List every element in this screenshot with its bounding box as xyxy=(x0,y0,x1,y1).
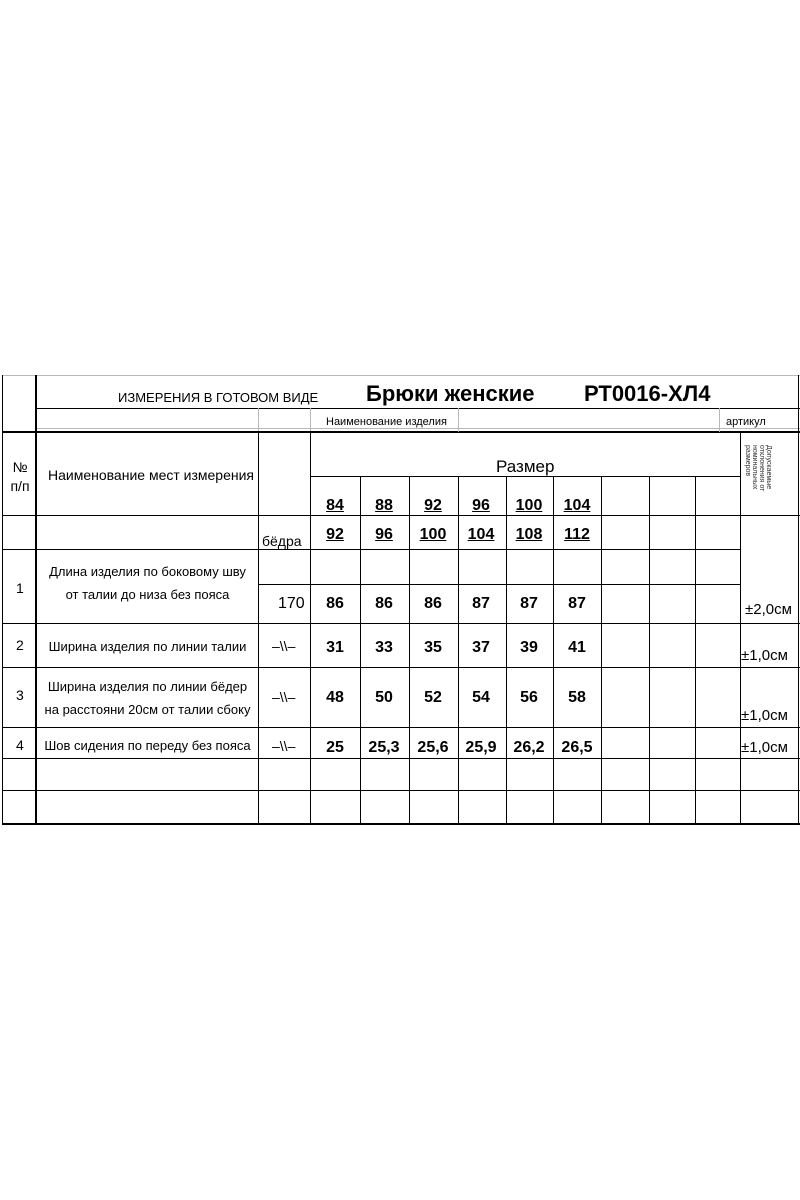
product-name-caption: Наименование изделия xyxy=(326,416,447,428)
number-header xyxy=(6,460,34,493)
measurement-value: 35 xyxy=(424,639,442,656)
grid-line xyxy=(2,623,800,624)
measurement-value: 48 xyxy=(326,689,344,706)
measurements-title: ИЗМЕРЕНИЯ В ГОТОВОМ ВИДЕ xyxy=(118,390,319,405)
measurement-value: 25 xyxy=(326,739,344,756)
measurement-value: 86 xyxy=(326,595,344,612)
row-tolerance: ±1,0см xyxy=(741,707,788,724)
measurement-value: 31 xyxy=(326,639,344,656)
grid-line xyxy=(258,408,259,432)
hip-value: 104 xyxy=(467,526,495,543)
row-tolerance: ±1,0см xyxy=(741,739,788,756)
size-value: 96 xyxy=(472,497,490,514)
measurement-value: 37 xyxy=(472,639,490,656)
size-value: 92 xyxy=(424,497,442,514)
measurement-value: 54 xyxy=(472,689,490,706)
size-value: 104 xyxy=(563,497,591,514)
hip-value: 96 xyxy=(375,526,393,543)
row-tolerance: ±1,0см xyxy=(741,647,788,664)
grid-line xyxy=(2,758,800,759)
grid-line xyxy=(2,727,800,728)
measurement-value: 50 xyxy=(375,689,393,706)
row-param: –\\– xyxy=(272,638,296,654)
row-param: –\\– xyxy=(272,689,296,705)
tolerance-header: Допускаемые отклонения от номинальных размеров xyxy=(744,445,772,492)
grid-line xyxy=(740,431,741,823)
measurement-value: 33 xyxy=(375,639,393,656)
measurement-value: 26,2 xyxy=(513,739,545,756)
hip-value: 108 xyxy=(515,526,543,543)
grid-line xyxy=(360,476,361,823)
number-header-line2: п/п xyxy=(10,478,30,494)
grid-line xyxy=(798,375,799,825)
size-value: 88 xyxy=(375,497,393,514)
hip-value: 112 xyxy=(564,526,590,543)
measurement-value: 56 xyxy=(520,689,538,706)
hip-value: 92 xyxy=(326,526,344,543)
row-name xyxy=(37,560,258,606)
grid-line xyxy=(2,790,800,791)
grid-line xyxy=(310,431,311,823)
row-param: 170 xyxy=(278,595,305,612)
measurement-value: 86 xyxy=(424,595,442,612)
row-number: 1 xyxy=(16,580,24,596)
row-name-line: Ширина изделия по линии бёдер xyxy=(47,679,248,694)
measurement-value: 52 xyxy=(424,689,442,706)
size-value: 100 xyxy=(515,497,543,514)
row-name-line: Длина изделия по боковому шву xyxy=(49,564,246,579)
grid-line xyxy=(35,408,800,409)
grid-line xyxy=(258,431,259,823)
grid-line xyxy=(35,428,800,429)
measurement-value: 58 xyxy=(568,689,586,706)
measurement-value: 25,3 xyxy=(368,739,400,756)
grid-line xyxy=(695,476,696,823)
measurement-value: 87 xyxy=(568,595,586,612)
grid-line xyxy=(649,476,650,823)
hip-label: бёдра xyxy=(262,533,302,549)
grid-line xyxy=(458,408,459,432)
grid-line xyxy=(2,375,800,376)
product-name: Брюки женские xyxy=(366,381,535,406)
size-value: 84 xyxy=(326,497,344,514)
row-param: –\\– xyxy=(272,738,296,754)
article-caption: артикул xyxy=(726,416,766,428)
measurement-value: 86 xyxy=(375,595,393,612)
row-tolerance: ±2,0см xyxy=(745,601,792,618)
size-header: Размер xyxy=(496,457,555,476)
measurement-value: 41 xyxy=(568,639,586,656)
row-name-line: на расстояни 20см от талии сбоку xyxy=(44,702,251,717)
measurement-sheet xyxy=(0,372,800,832)
grid-line xyxy=(553,476,554,823)
grid-line xyxy=(258,584,740,585)
row-name: Шов сидения по переду без пояса xyxy=(44,738,251,753)
row-number: 3 xyxy=(16,687,24,703)
grid-line xyxy=(2,431,800,433)
grid-line xyxy=(310,476,740,477)
grid-line xyxy=(719,408,720,432)
grid-line xyxy=(2,375,3,825)
row-name-line: от талии до низа без пояса xyxy=(65,587,230,602)
row-name: Ширина изделия по линии талии xyxy=(48,639,247,654)
article-code: РТ0016-ХЛ4 xyxy=(584,381,711,406)
row-number: 2 xyxy=(16,637,24,653)
grid-line xyxy=(2,667,800,668)
measurement-value: 25,6 xyxy=(417,739,449,756)
row-number: 4 xyxy=(16,737,24,753)
measurement-value: 87 xyxy=(472,595,490,612)
grid-line xyxy=(409,476,410,823)
measurement-value: 87 xyxy=(520,595,538,612)
place-name-header: Наименование мест измерения xyxy=(48,467,255,483)
grid-line xyxy=(2,823,800,825)
grid-line xyxy=(2,549,740,550)
measurement-value: 25,9 xyxy=(465,739,497,756)
grid-line xyxy=(310,408,311,432)
measurement-value: 39 xyxy=(520,639,538,656)
number-header-line1: № xyxy=(12,459,28,475)
grid-line xyxy=(2,515,800,516)
measurement-value: 26,5 xyxy=(561,739,593,756)
hip-value: 100 xyxy=(419,526,447,543)
row-name xyxy=(37,675,258,721)
grid-line xyxy=(601,476,602,823)
